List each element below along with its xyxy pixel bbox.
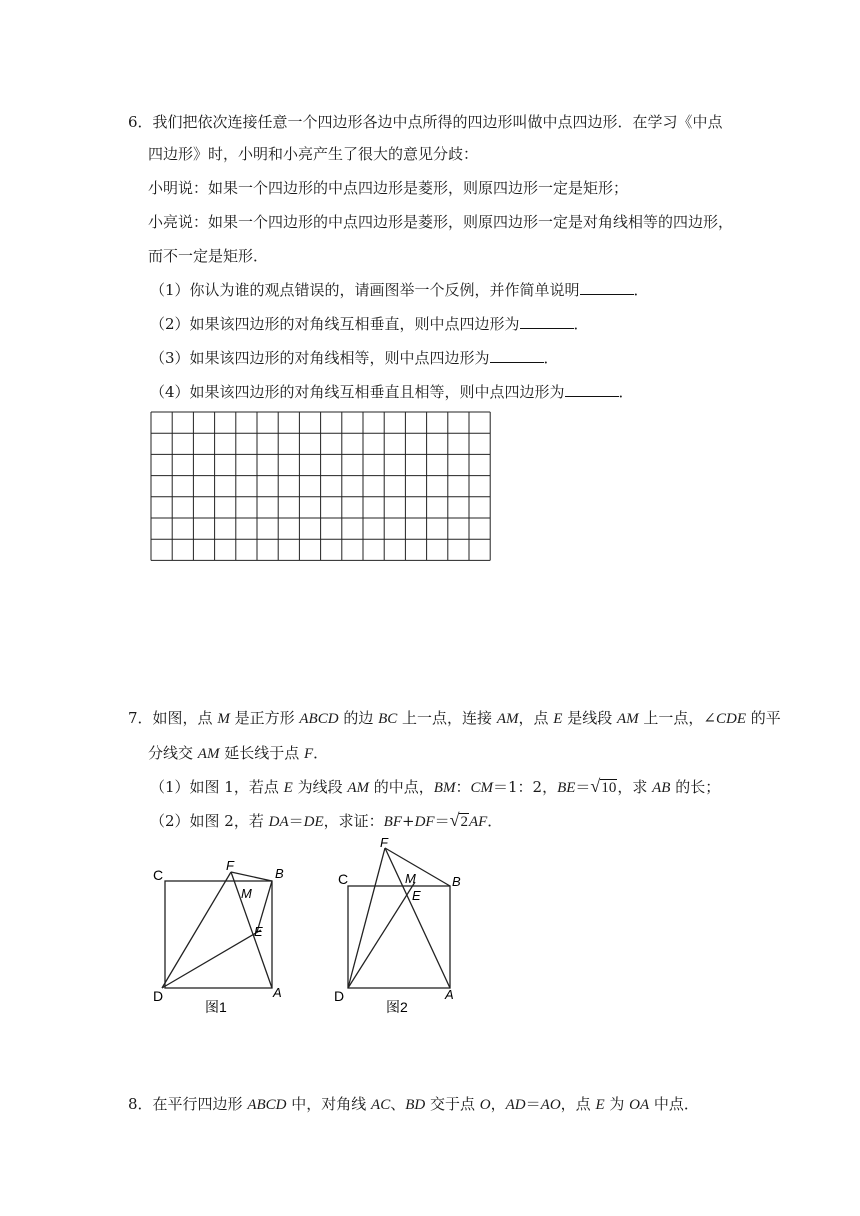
label-M: M (405, 871, 416, 886)
label-M: M (241, 886, 252, 901)
label-A: A (445, 987, 454, 1002)
label-C: C (338, 871, 349, 887)
label-B: B (452, 874, 461, 889)
q6-sub-3-text: （3）如果该四边形的对角线相等，则中点四边形为 (150, 349, 490, 367)
label-D: D (334, 988, 345, 1004)
q6-text-1: 我们把依次连接任意一个四边形各边中点所得的四边形叫做中点四边形．在学习《中点 (152, 113, 723, 131)
q6-sub-1-text: （1）你认为谁的观点错误的，请画图举一个反例，并作简单说明 (150, 281, 580, 299)
figure-1 (140, 850, 300, 1020)
q6-line-5: 而不一定是矩形． (148, 247, 269, 265)
q6-sub-4-text: （4）如果该四边形的对角线互相垂直且相等，则中点四边形为 (150, 383, 565, 401)
square-grid (0, 0, 860, 600)
q7-number: 7． (128, 709, 153, 727)
q6-line-2: 四边形》时，小明和小亮产生了很大的意见分歧： (148, 145, 479, 163)
label-A: A (273, 985, 282, 1000)
q8-number: 8． (128, 1095, 153, 1113)
figure-2-caption: 图2 (386, 999, 408, 1015)
label-F: F (380, 835, 388, 850)
label-D: D (153, 988, 164, 1004)
q6-sub-1: （1）你认为谁的观点错误的，请画图举一个反例，并作简单说明 ． (150, 281, 649, 299)
q6-sub-3: （3）如果该四边形的对角线相等，则中点四边形为 ． (150, 349, 559, 367)
q6-line-4: 小亮说：如果一个四边形的中点四边形是菱形，则原四边形一定是对角线相等的四边形， (148, 213, 734, 231)
figure-1-caption: 图1 (205, 999, 227, 1015)
q6-number: 6． (128, 113, 153, 131)
q8-line-1: 8．在平行四边形 ABCD 中，对角线 AC、BD 交于点 O，AD＝AO，点 E 为 OA 中点． (128, 1095, 699, 1113)
label-F: F (226, 858, 234, 873)
q7-sub-2: （2）如图 2，若 DA＝DE，求证：BF+DF＝√2AF． (150, 810, 503, 830)
label-E: E (412, 888, 421, 903)
sqrt-2: √2 (449, 810, 468, 830)
q7-line-2: 分线交 AM 延长线于点 F． (148, 744, 329, 762)
label-E: E (254, 924, 263, 939)
label-C: C (153, 867, 164, 883)
q6-line-3: 小明说：如果一个四边形的中点四边形是菱形，则原四边形一定是矩形； (148, 179, 629, 197)
q6-sub-2-text: （2）如果该四边形的对角线互相垂直，则中点四边形为 (150, 315, 520, 333)
sqrt-10: √10 (590, 776, 617, 796)
label-B: B (275, 866, 284, 881)
q7-line-1: 7．如图，点 M 是正方形 ABCD 的边 BC 上一点，连接 AM，点 E 是线段 AM 上一点，∠CDE 的平 (128, 709, 781, 727)
q6-sub-2: （2）如果该四边形的对角线互相垂直，则中点四边形为 ． (150, 315, 589, 333)
figure-2 (320, 830, 480, 1020)
q7-sub-1: （1）如图 1，若点 E 为线段 AM 的中点，BM：CM＝1：2，BE＝√10，求 AB 的长； (150, 776, 721, 796)
q6-sub-4: （4）如果该四边形的对角线互相垂直且相等，则中点四边形为 ． (150, 383, 634, 401)
